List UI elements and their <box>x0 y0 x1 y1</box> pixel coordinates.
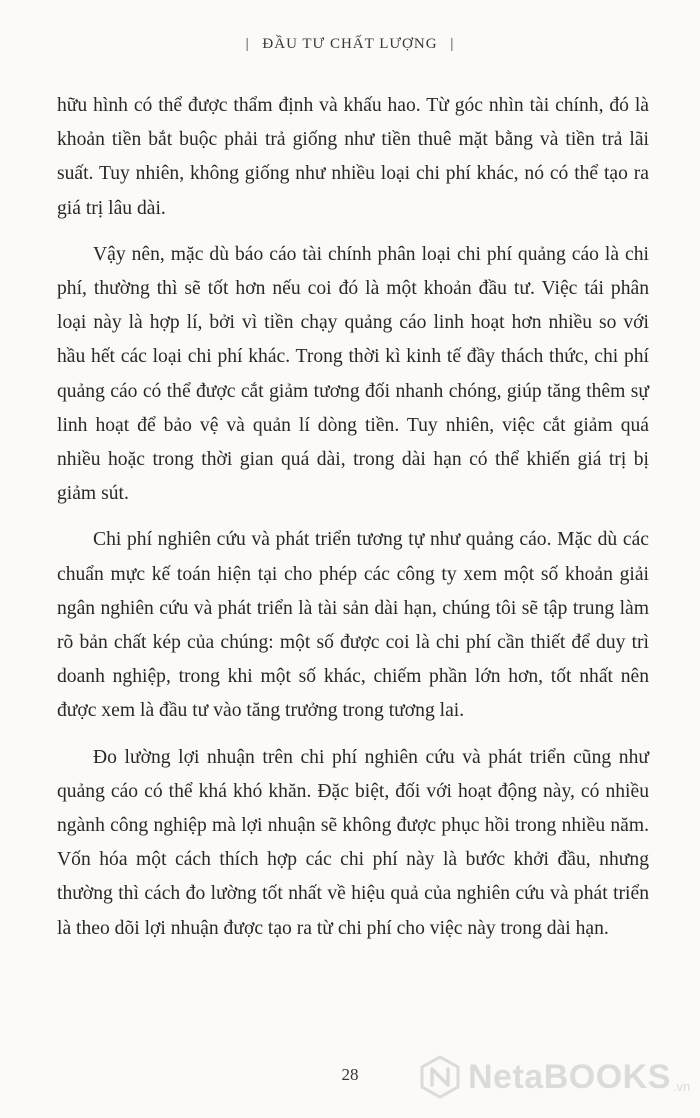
watermark <box>418 1052 690 1102</box>
header-right-bar: | <box>450 36 455 52</box>
paragraph-1: hữu hình có thể được thẩm định và khấu hao. Từ góc nhìn tài chính, đó là khoản tiền bắt buộc phải trả giống như tiền thuê mặt bằng và tiền trả lãi suất. Tuy nhiên, không giống như nhiều loại chi phí khác, nó có thể tạo ra giá trị lâu dài. <box>57 95 649 219</box>
netabooks-logo-icon <box>418 1055 462 1099</box>
paragraph-2: Vậy nên, mặc dù báo cáo tài chính phân loại chi phí quảng cáo là chi phí, thường thì sẽ tốt hơn nếu coi đó là một khoản đầu tư. Việc tái phân loại này là hợp lí, bởi vì tiền chạy quảng cáo linh hoạt hơn nhiều so với hầu hết các loại chi phí khác. Trong thời kì kinh tế đầy thách thức, chi phí quảng cáo có thể được cắt giảm tương đối nhanh chóng, giúp tăng thêm sự linh hoạt để bảo vệ và quản lí dòng tiền. Tuy nhiên, việc cắt giảm quá nhiều hoặc trong thời gian quá dài, trong dài hạn có thể khiến giá trị bị giảm sút. <box>57 243 649 505</box>
paragraph-3: Chi phí nghiên cứu và phát triển tương tự như quảng cáo. Mặc dù các chuẩn mực kế toán hiện tại cho phép các công ty xem một số khoản giải ngân nghiên cứu và phát triển là tài sản dài hạn, chúng tôi sẽ tập trung làm rõ bản chất kép của chúng: một số được coi là chi phí cần thiết để duy trì doanh nghiệp, trong khi một số khác, chiếm phần lớn hơn, tốt nhất nên được xem là đầu tư vào tăng trưởng trong tương lai. <box>57 529 649 722</box>
paragraph-4: Đo lường lợi nhuận trên chi phí nghiên cứu và phát triển cũng như quảng cáo có thể khá khó khăn. Đặc biệt, đối với hoạt động này, có nhiều ngành công nghiệp mà lợi nhuận sẽ không được phục hồi trong nhiều năm. Vốn hóa một cách thích hợp các chi phí này là bước khởi đầu, nhưng thường thì cách đo lường tốt nhất về hiệu quả của nghiên cứu và phát triển là theo dõi lợi nhuận được tạo ra từ chi phí cho việc này trong dài hạn. <box>57 746 649 939</box>
running-header <box>0 36 700 53</box>
page-number: 28 <box>341 1065 359 1084</box>
watermark-suffix: .vn <box>672 1079 691 1094</box>
header-left-bar: | <box>245 36 250 52</box>
watermark-brand: NetaBOOKS <box>468 1057 671 1096</box>
header-title: ĐẦU TƯ CHẤT LƯỢNG <box>262 36 438 52</box>
body-text <box>57 89 649 946</box>
